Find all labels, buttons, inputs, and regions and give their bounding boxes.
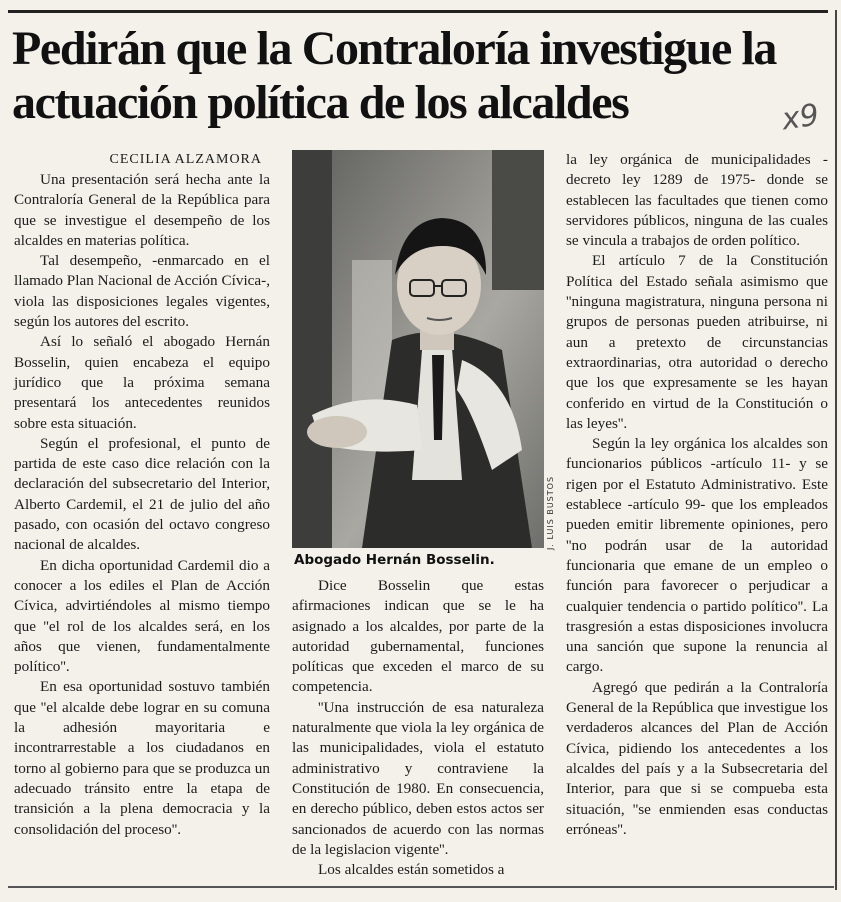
handwritten-mark: x9 <box>779 97 822 138</box>
paragraph: Según la ley orgánica los alcaldes son funcionarios públicos -artículo 11- y se rigen por el Estatuto Administrativo. Este establece -artículo 99- que los empleados pueden emitir libremente opiniones, pero ''no podrán usar de la autoridad funcionaria que emane de un empleo o función para favorecer o perjudicar a cualquier tendencia o partido político''. La trasgresión a estas disposiciones involucra una sanción que supone la renuncia al cargo. <box>566 435 828 676</box>
paragraph: En esa oportunidad sostuvo también que ''el alcalde debe lograr en su comuna la adhesión mayoritaria e incontrarrestable a los ciudadanos en torno al gobierno para que se produzca un adecuado tránsito entre la etapa de transición a la plena democracia y la consolidación del proceso''. <box>14 678 270 838</box>
article-column-2 <box>292 576 544 880</box>
paragraph: Dice Bosselin que estas afirmaciones indican que se le ha asignado a los alcaldes, por parte de la autoridad gubernamental, funciones políticas que exceden el marco de su competencia. <box>292 577 544 696</box>
paragraph: Agregó que pedirán a la Contraloría General de la República que investigue los verdaderos alcances del Plan de Acción Cívica, pidiendo los antecedentes a los alcaldes del país y a la Subsecretaria del Interior, para que si se compueba esta situación, ''se enmienden esas conductas erróneas''. <box>566 678 828 838</box>
article-column-3 <box>566 150 828 840</box>
paragraph: En dicha oportunidad Cardemil dio a conocer a los ediles el Plan de Acción Cívica, advirtiéndoles al mismo tiempo que ''el rol de los alcaldes será, en los años que vienen, fundamentalmente político''. <box>14 556 270 676</box>
portrait-illustration <box>292 150 544 548</box>
paragraph: Los alcaldes están sometidos a <box>318 861 505 879</box>
paragraph: Una presentación será hecha ante la Contraloría General de la República para que se investigue el desempeño de los alcaldes en materias política. <box>14 171 270 249</box>
article-column-1 <box>14 150 270 840</box>
paragraph: ''Una instrucción de esa naturaleza naturalmente que viola la ley orgánica de las municipalidades, viola el estatuto administrativo y contraviene la Constitución de 1980. En consecuencia, en derecho público, deben estos actos ser sancionados de acuerdo con las normas de la legislacion vigente''. <box>292 698 544 858</box>
right-rule <box>835 10 837 890</box>
headline: Pedirán que la Contraloría investigue la actuación política de los alcaldes <box>12 22 776 129</box>
paragraph: El artículo 7 de la Constitución Política del Estado señala asimismo que ''ninguna magistratura, ninguna persona ni grupos de personas pueden atribuirse, ni aun a pretexto de circunstancias extraordinarias, otra autoridad o derecho que los que expresamente se les hayan conferido en virtud de la Constitución o las leyes''. <box>566 252 828 432</box>
photo-credit: J. LUIS BUSTOS <box>546 475 555 550</box>
paragraph: Así lo señaló el abogado Hernán Bosselin, quien encabeza el equipo jurídico que la próxima semana presentará los antecedentes reunidos sobre esta situación. <box>14 333 270 432</box>
photo-caption: Abogado Hernán Bosselin. <box>294 552 495 568</box>
byline: CECILIA ALZAMORA <box>109 152 262 167</box>
portrait-photo <box>292 150 544 548</box>
bottom-rule <box>8 886 834 888</box>
top-rule <box>8 10 828 13</box>
paragraph: Según el profesional, el punto de partida de este caso dice relación con la declaración del subsecretario del Interior, Alberto Cardemil, el 21 de julio del año pasado, con ocasión del octavo congreso nacional de alcaldes. <box>14 434 270 554</box>
paragraph: Tal desempeño, -enmarcado en el llamado Plan Nacional de Acción Cívica-, viola las disposiciones legales vigentes, según los autores del escrito. <box>14 252 270 331</box>
paragraph: la ley orgánica de municipalidades -decreto ley 1289 de 1975- donde se establecen las facultades que tienen como servidores públicos, ninguna de las cuales se vincula a trabajos de orden político. <box>566 151 828 250</box>
